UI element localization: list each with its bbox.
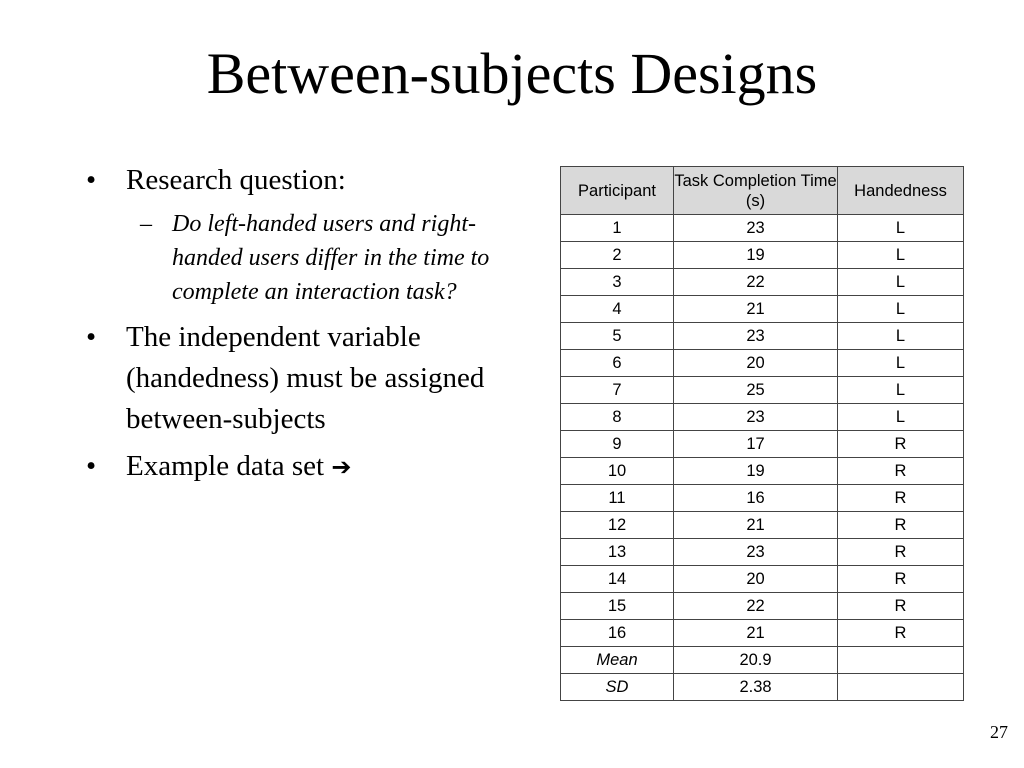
cell-handedness: L xyxy=(838,350,964,377)
cell-participant: 15 xyxy=(561,593,674,620)
cell-time: 22 xyxy=(674,269,838,296)
table-row xyxy=(561,458,964,485)
table-row xyxy=(561,404,964,431)
cell-handedness: R xyxy=(838,512,964,539)
arrow-right-icon: ➔ xyxy=(331,453,352,481)
sub-bullet-text: Do left-handed users and right-handed users differ in the time to complete an interaction task? xyxy=(172,211,490,305)
cell-handedness: L xyxy=(838,296,964,323)
cell-time: 19 xyxy=(674,242,838,269)
cell-statistic-label: Mean xyxy=(561,647,674,674)
cell-handedness xyxy=(838,674,964,701)
slide-title: Between-subjects Designs xyxy=(206,41,818,106)
cell-time: 20.9 xyxy=(674,647,838,674)
cell-handedness: L xyxy=(838,404,964,431)
cell-participant: 5 xyxy=(561,323,674,350)
bullet-text: The independent variable (handedness) must be assigned between-subjects xyxy=(126,321,485,435)
cell-participant: 11 xyxy=(561,485,674,512)
table-row xyxy=(561,539,964,566)
header-participant: Participant xyxy=(561,167,674,215)
header-handedness: Handedness xyxy=(838,167,964,215)
table-row xyxy=(561,593,964,620)
cell-time: 23 xyxy=(674,539,838,566)
cell-participant: 9 xyxy=(561,431,674,458)
table-row xyxy=(561,350,964,377)
header-task-completion-time: Task Completion Time (s) xyxy=(674,167,838,215)
sub-bullet-question xyxy=(82,207,512,309)
page-number: 27 xyxy=(990,722,1008,742)
cell-handedness: L xyxy=(838,242,964,269)
cell-time: 19 xyxy=(674,458,838,485)
bullet-dot: • xyxy=(86,450,97,482)
bullet-example-data xyxy=(82,446,512,488)
table-row xyxy=(561,296,964,323)
bullet-list xyxy=(82,160,512,494)
cell-handedness xyxy=(838,647,964,674)
cell-time: 23 xyxy=(674,323,838,350)
cell-time: 17 xyxy=(674,431,838,458)
summary-row xyxy=(561,647,964,674)
table-row xyxy=(561,242,964,269)
bullet-dot: • xyxy=(86,321,97,353)
cell-participant: 2 xyxy=(561,242,674,269)
cell-participant: 13 xyxy=(561,539,674,566)
cell-participant: 3 xyxy=(561,269,674,296)
table-row xyxy=(561,620,964,647)
cell-handedness: R xyxy=(838,539,964,566)
table-row xyxy=(561,323,964,350)
table-row xyxy=(561,431,964,458)
cell-handedness: L xyxy=(838,269,964,296)
cell-handedness: R xyxy=(838,620,964,647)
bullet-research-question xyxy=(82,160,512,201)
cell-time: 21 xyxy=(674,296,838,323)
cell-handedness: L xyxy=(838,323,964,350)
table-row xyxy=(561,566,964,593)
table-header-row xyxy=(561,167,964,215)
cell-participant: 8 xyxy=(561,404,674,431)
table-row xyxy=(561,485,964,512)
cell-handedness: R xyxy=(838,431,964,458)
cell-handedness: R xyxy=(838,458,964,485)
cell-participant: 14 xyxy=(561,566,674,593)
cell-participant: 6 xyxy=(561,350,674,377)
table-row xyxy=(561,377,964,404)
table-body xyxy=(561,215,964,701)
cell-participant: 12 xyxy=(561,512,674,539)
cell-time: 23 xyxy=(674,404,838,431)
cell-time: 23 xyxy=(674,215,838,242)
table-row xyxy=(561,269,964,296)
bullet-text: Research question: xyxy=(126,164,346,196)
cell-handedness: L xyxy=(838,215,964,242)
table-row xyxy=(561,215,964,242)
data-table xyxy=(560,166,964,701)
cell-handedness: R xyxy=(838,485,964,512)
cell-time: 2.38 xyxy=(674,674,838,701)
cell-handedness: R xyxy=(838,566,964,593)
cell-time: 20 xyxy=(674,566,838,593)
cell-time: 22 xyxy=(674,593,838,620)
cell-time: 25 xyxy=(674,377,838,404)
cell-time: 16 xyxy=(674,485,838,512)
cell-participant: 7 xyxy=(561,377,674,404)
cell-time: 21 xyxy=(674,512,838,539)
sub-bullet-dash: – xyxy=(140,211,152,237)
cell-participant: 4 xyxy=(561,296,674,323)
cell-handedness: R xyxy=(838,593,964,620)
cell-time: 20 xyxy=(674,350,838,377)
table-row xyxy=(561,512,964,539)
cell-time: 21 xyxy=(674,620,838,647)
bullet-dot: • xyxy=(86,164,97,196)
summary-row xyxy=(561,674,964,701)
cell-participant: 1 xyxy=(561,215,674,242)
bullet-independent-variable xyxy=(82,317,512,440)
cell-handedness: L xyxy=(838,377,964,404)
bullet-text: Example data set xyxy=(126,450,325,482)
cell-participant: 16 xyxy=(561,620,674,647)
cell-statistic-label: SD xyxy=(561,674,674,701)
cell-participant: 10 xyxy=(561,458,674,485)
